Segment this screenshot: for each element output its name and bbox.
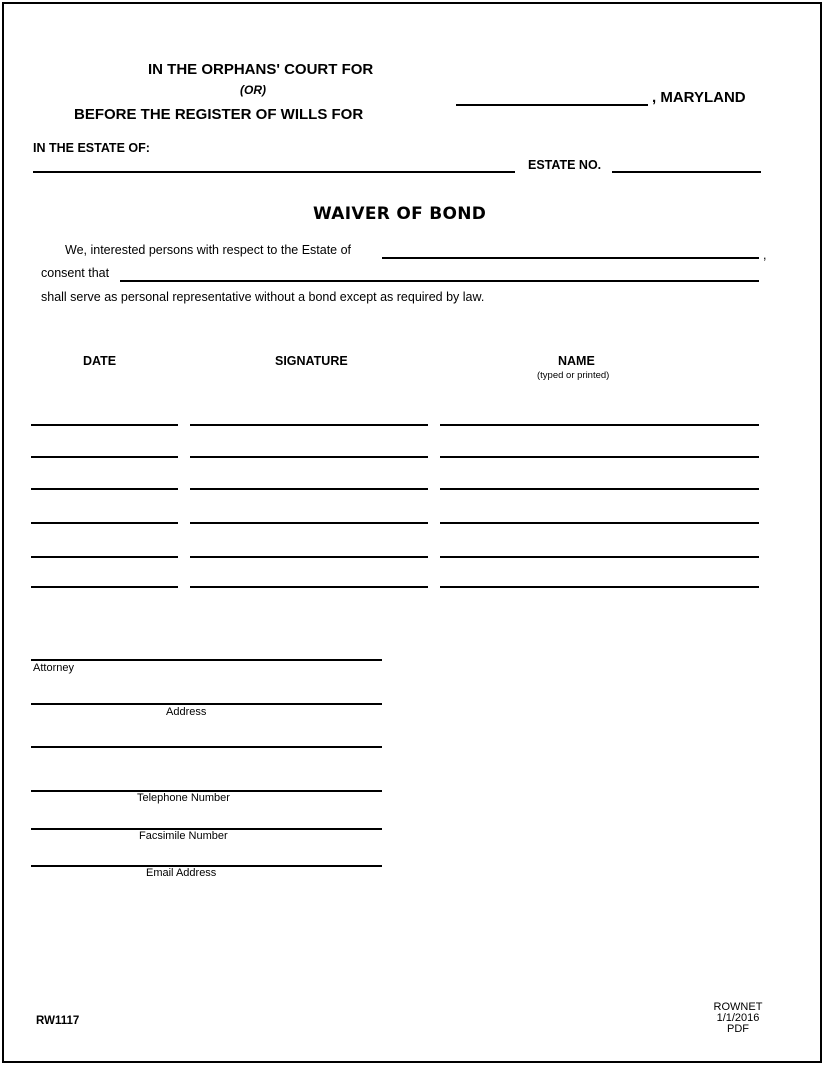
estate-of-label: IN THE ESTATE OF: bbox=[33, 141, 150, 155]
name-field[interactable] bbox=[440, 556, 759, 558]
name-subheader: (typed or printed) bbox=[537, 370, 610, 381]
representative-field[interactable] bbox=[120, 280, 759, 282]
form-id: RW1117 bbox=[36, 1015, 80, 1027]
signature-field[interactable] bbox=[190, 456, 428, 458]
estate-number-label: ESTATE NO. bbox=[528, 158, 602, 172]
revision-format: PDF bbox=[727, 1023, 749, 1035]
county-field[interactable] bbox=[456, 104, 648, 106]
name-field[interactable] bbox=[440, 522, 759, 524]
name-field[interactable] bbox=[440, 424, 759, 426]
body-line-2: consent that bbox=[41, 266, 110, 280]
maryland-label: , MARYLAND bbox=[652, 89, 746, 106]
date-field[interactable] bbox=[31, 488, 178, 490]
date-field[interactable] bbox=[31, 586, 178, 588]
attorney-label: Attorney bbox=[33, 662, 74, 674]
body-line-1: We, interested persons with respect to the Estate of bbox=[65, 243, 352, 257]
date-header: DATE bbox=[83, 354, 117, 368]
address-field[interactable] bbox=[31, 703, 382, 705]
attorney-field[interactable] bbox=[31, 659, 382, 661]
estate-number-field[interactable] bbox=[612, 171, 761, 173]
court-heading: IN THE ORPHANS' COURT FOR bbox=[148, 61, 374, 78]
signature-field[interactable] bbox=[190, 488, 428, 490]
email-label: Email Address bbox=[146, 867, 217, 879]
estate-name-field[interactable] bbox=[33, 171, 515, 173]
signature-header: SIGNATURE bbox=[275, 354, 348, 368]
address-label: Address bbox=[166, 706, 207, 718]
date-field[interactable] bbox=[31, 556, 178, 558]
name-field[interactable] bbox=[440, 456, 759, 458]
revision-date: 1/1/2016 bbox=[716, 1012, 760, 1024]
document-title: WAIVER OF BOND bbox=[313, 204, 487, 224]
revision-system: ROWNET bbox=[713, 1001, 763, 1013]
signature-field[interactable] bbox=[190, 424, 428, 426]
name-field[interactable] bbox=[440, 488, 759, 490]
body-line-1-comma: , bbox=[763, 248, 767, 262]
name-field[interactable] bbox=[440, 586, 759, 588]
signature-field[interactable] bbox=[190, 586, 428, 588]
telephone-label: Telephone Number bbox=[137, 792, 230, 804]
body-line-3: shall serve as personal representative without a bond except as required by law. bbox=[41, 290, 485, 304]
date-field[interactable] bbox=[31, 424, 178, 426]
date-field[interactable] bbox=[31, 522, 178, 524]
name-header: NAME bbox=[558, 354, 595, 368]
page-border bbox=[2, 2, 822, 1063]
facsimile-label: Facsimile Number bbox=[139, 830, 228, 842]
address-line-2-field[interactable] bbox=[31, 746, 382, 748]
register-heading: BEFORE THE REGISTER OF WILLS FOR bbox=[74, 106, 364, 123]
or-text: (OR) bbox=[240, 83, 266, 97]
signature-field[interactable] bbox=[190, 556, 428, 558]
form-revision bbox=[706, 1002, 770, 1035]
signature-field[interactable] bbox=[190, 522, 428, 524]
estate-of-field[interactable] bbox=[382, 257, 759, 259]
date-field[interactable] bbox=[31, 456, 178, 458]
